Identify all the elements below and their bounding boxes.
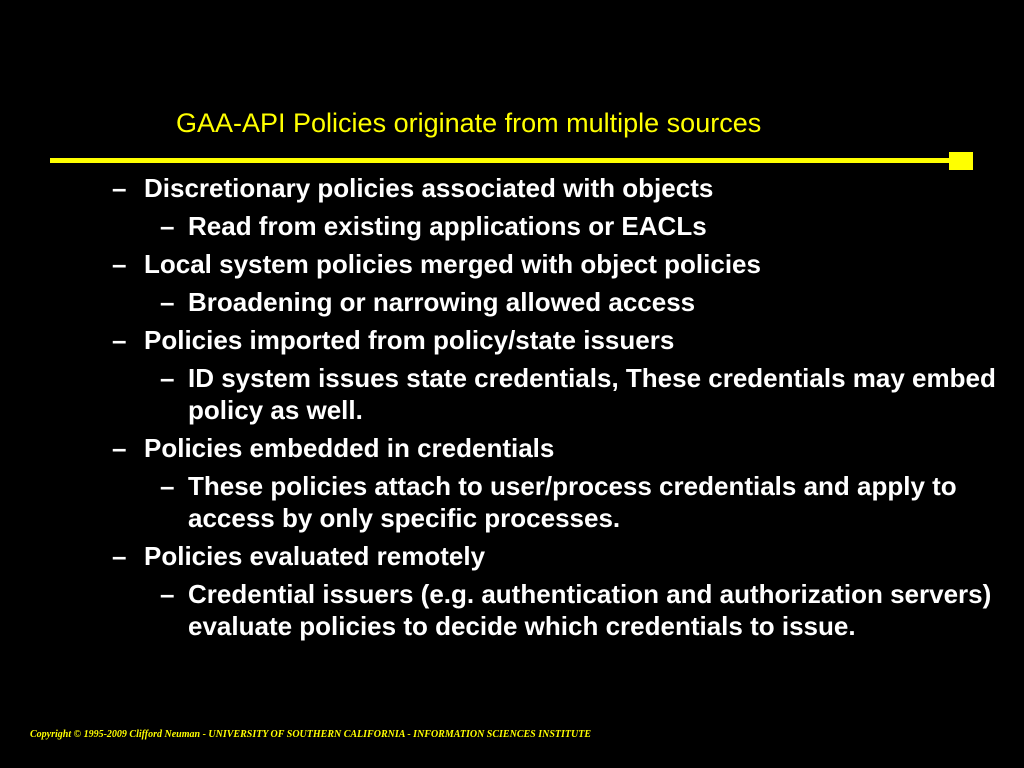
bullet-marker: – [160, 211, 175, 241]
bullet-marker: – [112, 433, 127, 463]
sub-bullet-item [0, 470, 1024, 534]
bullet-marker: – [160, 579, 175, 609]
bullet-text: Policies imported from policy/state issuers [144, 325, 675, 355]
sub-bullet-item [0, 362, 1024, 426]
bullet-marker: – [112, 325, 127, 355]
copyright-footer: Copyright © 1995-2009 Clifford Neuman - UNIVERSITY OF SOUTHERN CALIFORNIA - INFORMATION SCIENCES INSTITUTE [30, 729, 592, 740]
bullet-marker: – [112, 541, 127, 571]
sub-bullet-text: ID system issues state credentials, These credentials may embed policy as well. [188, 363, 996, 425]
bullet-text: Policies evaluated remotely [144, 541, 486, 571]
title-underline [50, 158, 950, 163]
sub-bullet-text: Credential issuers (e.g. authentication and authorization servers) evaluate policies to decide which credentials to issue. [188, 579, 992, 641]
bullet-item [0, 432, 1024, 464]
sub-bullet-item [0, 210, 1024, 242]
sub-bullet-item [0, 286, 1024, 318]
bullet-marker: – [160, 363, 175, 393]
bullet-item [0, 248, 1024, 280]
sub-bullet-text: Broadening or narrowing allowed access [188, 287, 696, 317]
bullet-item [0, 324, 1024, 356]
bullet-marker: – [160, 287, 175, 317]
sub-bullet-text: These policies attach to user/process credentials and apply to access by only specific processes. [188, 471, 957, 533]
bullet-marker: – [160, 471, 175, 501]
sub-bullet-text: Read from existing applications or EACLs [188, 211, 707, 241]
bullet-list [0, 166, 1024, 642]
bullet-text: Local system policies merged with object policies [144, 249, 761, 279]
bullet-text: Discretionary policies associated with objects [144, 173, 714, 203]
bullet-marker: – [112, 173, 127, 203]
bullet-item [0, 172, 1024, 204]
bullet-item [0, 540, 1024, 572]
bullet-marker: – [112, 249, 127, 279]
sub-bullet-item [0, 578, 1024, 642]
slide-title: GAA-API Policies originate from multiple sources [176, 108, 762, 138]
bullet-text: Policies embedded in credentials [144, 433, 555, 463]
